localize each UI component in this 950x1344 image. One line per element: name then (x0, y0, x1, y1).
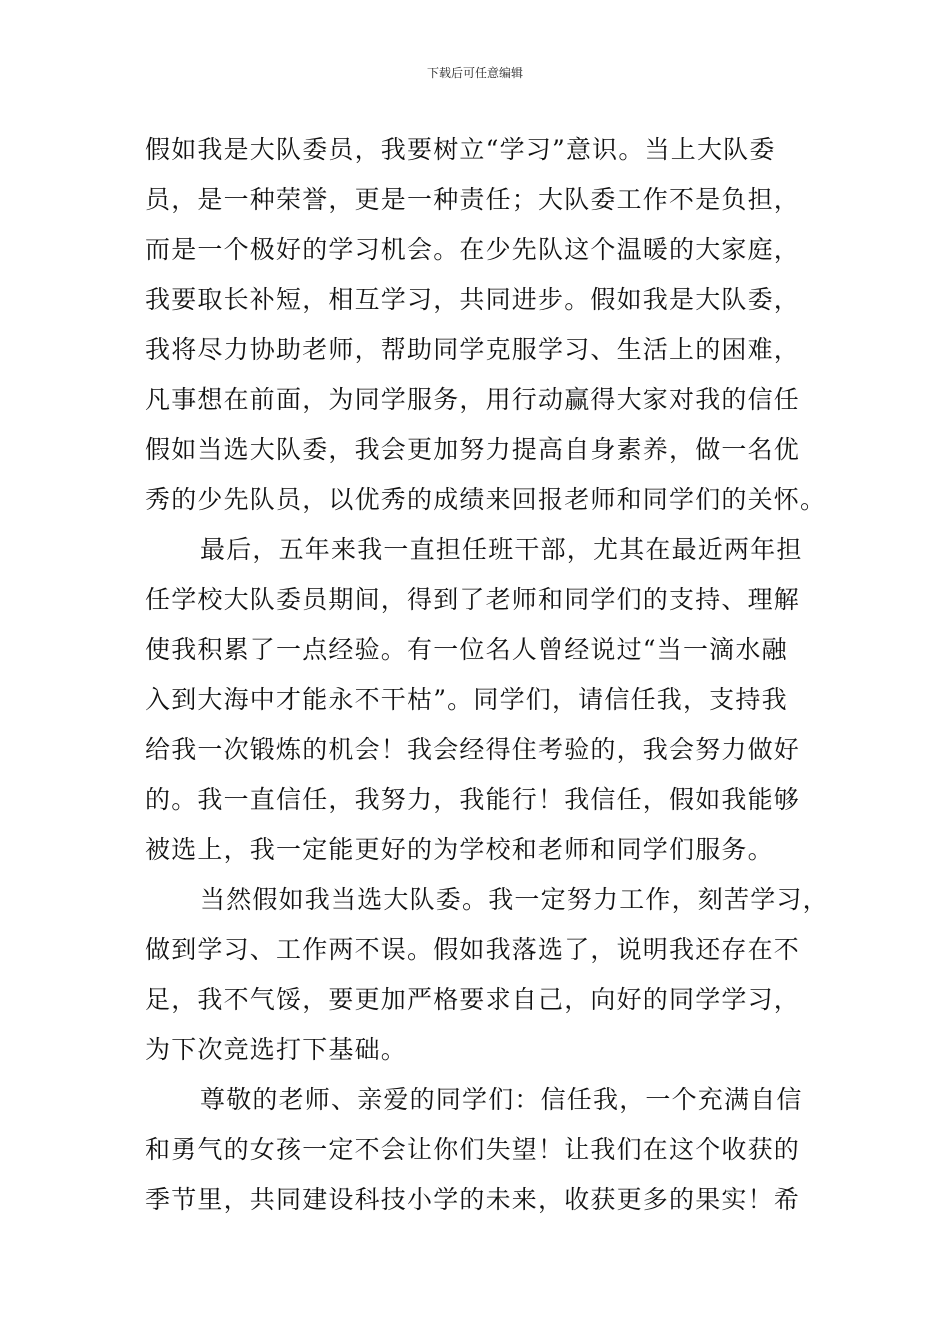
text-line: 被选上，我一定能更好的为学校和老师和同学们服务。 (145, 835, 774, 864)
text-line: 员，是一种荣誉，更是一种责任；大队委工作不是负担， (145, 185, 801, 214)
text-line: 足，我不气馁，要更加严格要求自己，向好的同学学习， (145, 985, 801, 1014)
text-line: 最后，五年来我一直担任班干部，尤其在最近两年担 (200, 535, 803, 564)
text-line: 使我积累了一点经验。有一位名人曾经说过“当一滴水融 (145, 635, 788, 664)
text-line: 的。我一直信任，我努力，我能行！我信任，假如我能够 (145, 785, 801, 814)
text-line: 秀的少先队员，以优秀的成绩来回报老师和同学们的关怀。 (145, 485, 827, 514)
text-line: 尊敬的老师、亲爱的同学们：信任我，一个充满自信 (200, 1085, 803, 1114)
text-line: 假如当选大队委，我会更加努力提高自身素养，做一名优 (145, 435, 801, 464)
text-line: 我将尽力协助老师，帮助同学克服学习、生活上的困难， (145, 335, 801, 364)
text-line: 做到学习、工作两不误。假如我落选了，说明我还存在不 (145, 935, 801, 964)
text-line: 假如我是大队委员，我要树立“学习”意识。当上大队委 (145, 135, 776, 164)
page-header: 下载后可任意编辑 (426, 66, 523, 80)
text-line: 任学校大队委员期间，得到了老师和同学们的支持、理解 (145, 585, 801, 614)
text-line: 而是一个极好的学习机会。在少先队这个温暖的大家庭， (145, 235, 801, 264)
text-line: 为下次竞选打下基础。 (145, 1035, 408, 1064)
text-line: 给我一次锻炼的机会！我会经得住考验的，我会努力做好 (145, 735, 801, 764)
text-line: 凡事想在前面，为同学服务，用行动赢得大家对我的信任 (145, 385, 801, 414)
text-line: 和勇气的女孩一定不会让你们失望！让我们在这个收获的 (145, 1135, 801, 1164)
text-line: 季节里，共同建设科技小学的未来，收获更多的果实！希 (145, 1185, 801, 1214)
text-line: 当然假如我当选大队委。我一定努力工作，刻苦学习， (200, 885, 829, 914)
text-line: 入到大海中才能永不干枯”。同学们，请信任我，支持我 (145, 685, 788, 714)
text-line: 我要取长补短，相互学习，共同进步。假如我是大队委， (145, 285, 801, 314)
